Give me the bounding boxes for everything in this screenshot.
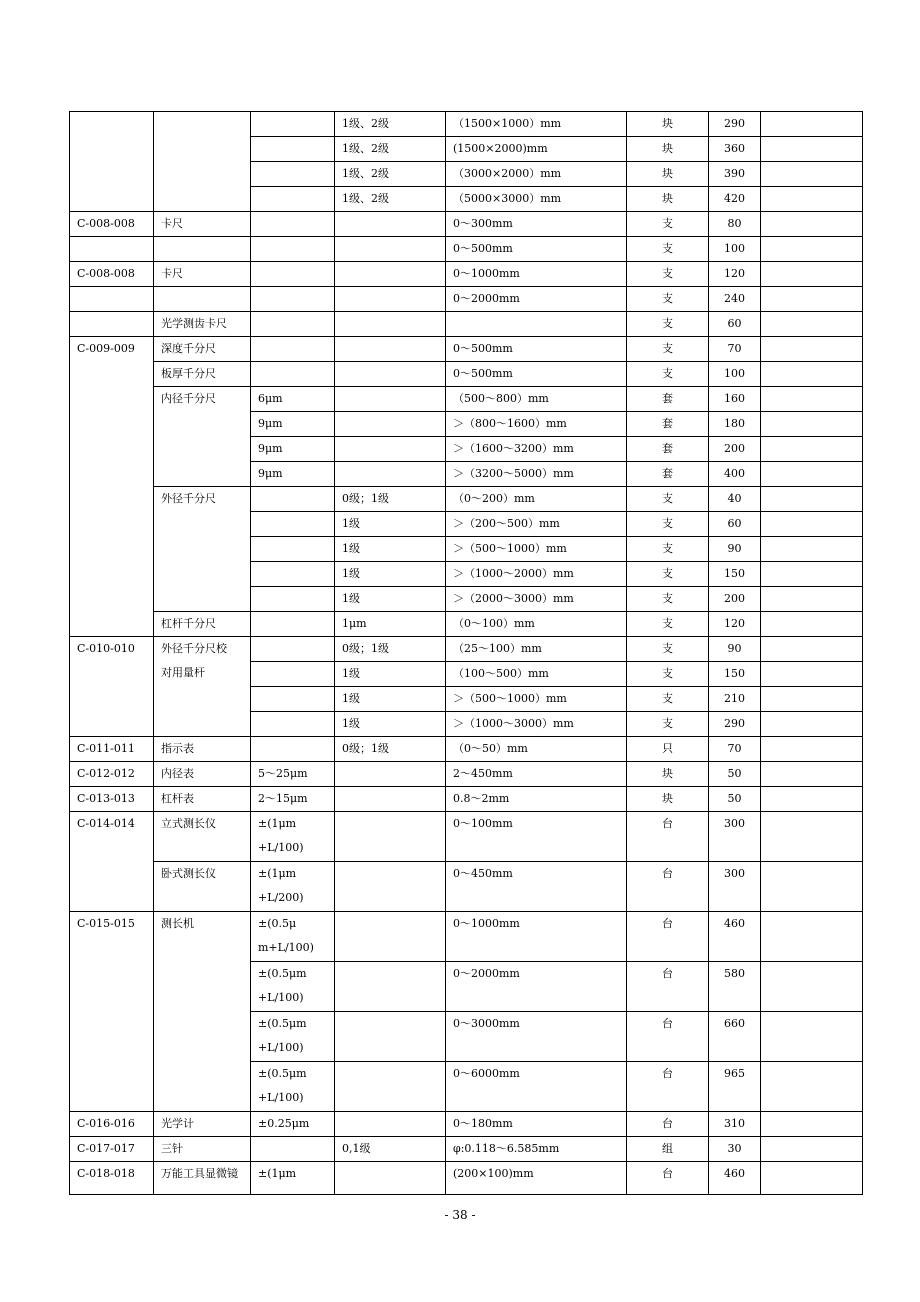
cell-unit: 块 — [627, 187, 709, 212]
cell-range: 0.8～2mm — [446, 787, 627, 812]
cell-name: 板厚千分尺 — [154, 362, 251, 387]
cell-unit: 组 — [627, 1137, 709, 1162]
cell-range: ＞（1000～2000）mm — [446, 562, 627, 587]
cell-code: C-009-009 — [70, 337, 154, 637]
cell-grade — [335, 312, 446, 337]
cell-price: 290 — [709, 712, 761, 737]
table-row — [70, 612, 863, 637]
cell-uncertainty — [251, 237, 335, 262]
cell-range: 0～450mm — [446, 862, 627, 912]
cell-grade — [335, 1112, 446, 1137]
cell-range: 0～2000mm — [446, 287, 627, 312]
cell-remark — [761, 387, 863, 412]
cell-unit: 套 — [627, 462, 709, 487]
cell-remark — [761, 112, 863, 137]
cell-uncertainty — [251, 737, 335, 762]
cell-grade — [335, 412, 446, 437]
table-row — [70, 387, 863, 412]
cell-code: C-016-016 — [70, 1112, 154, 1137]
cell-remark — [761, 862, 863, 912]
cell-price: 300 — [709, 862, 761, 912]
cell-remark — [761, 787, 863, 812]
cell-price: 210 — [709, 687, 761, 712]
cell-unit: 套 — [627, 437, 709, 462]
cell-name: 指示表 — [154, 737, 251, 762]
table-row — [70, 237, 863, 262]
cell-unit: 支 — [627, 512, 709, 537]
cell-unit: 块 — [627, 137, 709, 162]
cell-name: 内径千分尺 — [154, 387, 251, 487]
cell-code: C-017-017 — [70, 1137, 154, 1162]
cell-range: φ:0.118～6.585mm — [446, 1137, 627, 1162]
cell-unit: 套 — [627, 387, 709, 412]
cell-remark — [761, 1012, 863, 1062]
cell-unit: 台 — [627, 862, 709, 912]
cell-price: 50 — [709, 787, 761, 812]
cell-name: 外径千分尺校 对用量杆 — [154, 637, 251, 737]
cell-uncertainty: ±(1μm — [251, 1162, 335, 1195]
cell-remark — [761, 262, 863, 287]
cell-price: 390 — [709, 162, 761, 187]
cell-name: 光学测齿卡尺 — [154, 312, 251, 337]
cell-grade — [335, 337, 446, 362]
cell-uncertainty: 6μm — [251, 387, 335, 412]
cell-grade — [335, 387, 446, 412]
cell-price: 965 — [709, 1062, 761, 1112]
cell-uncertainty: ±(1μm +L/100) — [251, 812, 335, 862]
cell-grade — [335, 262, 446, 287]
cell-unit: 块 — [627, 762, 709, 787]
table-row — [70, 787, 863, 812]
cell-unit: 块 — [627, 787, 709, 812]
cell-uncertainty: 9μm — [251, 462, 335, 487]
cell-unit: 支 — [627, 362, 709, 387]
cell-price: 160 — [709, 387, 761, 412]
cell-grade — [335, 287, 446, 312]
cell-code: C-014-014 — [70, 812, 154, 912]
cell-unit: 块 — [627, 112, 709, 137]
cell-unit: 支 — [627, 662, 709, 687]
cell-uncertainty — [251, 112, 335, 137]
cell-name: 万能工具显微镜 — [154, 1162, 251, 1195]
table-row — [70, 487, 863, 512]
cell-price: 100 — [709, 362, 761, 387]
cell-uncertainty: ±0.25μm — [251, 1112, 335, 1137]
cell-unit: 支 — [627, 212, 709, 237]
cell-grade: 1μm — [335, 612, 446, 637]
table-row — [70, 212, 863, 237]
cell-name: 三针 — [154, 1137, 251, 1162]
cell-grade — [335, 812, 446, 862]
price-table — [69, 111, 863, 1195]
cell-price: 40 — [709, 487, 761, 512]
cell-name — [154, 287, 251, 312]
cell-code: C-018-018 — [70, 1162, 154, 1195]
cell-grade — [335, 437, 446, 462]
cell-name — [154, 112, 251, 212]
cell-remark — [761, 537, 863, 562]
cell-unit: 台 — [627, 1162, 709, 1195]
cell-remark — [761, 762, 863, 787]
cell-grade — [335, 787, 446, 812]
cell-grade — [335, 1062, 446, 1112]
cell-remark — [761, 712, 863, 737]
cell-uncertainty — [251, 137, 335, 162]
cell-grade: 0级；1级 — [335, 737, 446, 762]
cell-remark — [761, 137, 863, 162]
cell-uncertainty — [251, 337, 335, 362]
cell-grade: 1级 — [335, 587, 446, 612]
cell-uncertainty — [251, 712, 335, 737]
cell-range: （25～100）mm — [446, 637, 627, 662]
table-row — [70, 112, 863, 137]
cell-name: 外径千分尺 — [154, 487, 251, 612]
cell-range: (200×100)mm — [446, 1162, 627, 1195]
cell-range: （1500×1000）mm — [446, 112, 627, 137]
table-row — [70, 737, 863, 762]
table-row — [70, 812, 863, 862]
cell-range: ＞（500～1000）mm — [446, 537, 627, 562]
cell-range: （0～100）mm — [446, 612, 627, 637]
cell-unit: 支 — [627, 262, 709, 287]
table-body — [70, 112, 863, 1195]
cell-remark — [761, 562, 863, 587]
cell-price: 460 — [709, 1162, 761, 1195]
cell-grade — [335, 1012, 446, 1062]
cell-name: 卡尺 — [154, 212, 251, 237]
cell-remark — [761, 187, 863, 212]
cell-price: 150 — [709, 662, 761, 687]
table-row — [70, 287, 863, 312]
cell-code — [70, 237, 154, 262]
table-row — [70, 912, 863, 962]
cell-code: C-012-012 — [70, 762, 154, 787]
cell-range: ＞（800～1600）mm — [446, 412, 627, 437]
cell-grade — [335, 1162, 446, 1195]
cell-price: 30 — [709, 1137, 761, 1162]
cell-price: 660 — [709, 1012, 761, 1062]
cell-grade — [335, 237, 446, 262]
cell-uncertainty — [251, 487, 335, 512]
cell-range: （3000×2000）mm — [446, 162, 627, 187]
cell-range: 0～2000mm — [446, 962, 627, 1012]
cell-price: 460 — [709, 912, 761, 962]
cell-remark — [761, 687, 863, 712]
table-row — [70, 1112, 863, 1137]
table-row — [70, 637, 863, 662]
cell-uncertainty — [251, 637, 335, 662]
cell-grade: 0级；1级 — [335, 637, 446, 662]
cell-code: C-010-010 — [70, 637, 154, 737]
cell-range: ＞（3200～5000）mm — [446, 462, 627, 487]
cell-price: 60 — [709, 512, 761, 537]
cell-grade: 1级、2级 — [335, 137, 446, 162]
cell-grade — [335, 362, 446, 387]
cell-range: ＞（1600～3200）mm — [446, 437, 627, 462]
cell-code — [70, 287, 154, 312]
page-number: - 38 - — [444, 1208, 476, 1222]
cell-code: C-011-011 — [70, 737, 154, 762]
cell-price: 100 — [709, 237, 761, 262]
cell-price: 240 — [709, 287, 761, 312]
cell-unit: 支 — [627, 587, 709, 612]
cell-price: 180 — [709, 412, 761, 437]
cell-price: 290 — [709, 112, 761, 137]
cell-range: ＞（500～1000）mm — [446, 687, 627, 712]
cell-uncertainty: 9μm — [251, 437, 335, 462]
cell-remark — [761, 512, 863, 537]
cell-range: （5000×3000）mm — [446, 187, 627, 212]
cell-remark — [761, 237, 863, 262]
cell-remark — [761, 962, 863, 1012]
cell-range: ＞（2000～3000）mm — [446, 587, 627, 612]
cell-price: 50 — [709, 762, 761, 787]
cell-price: 420 — [709, 187, 761, 212]
cell-price: 200 — [709, 437, 761, 462]
cell-grade — [335, 862, 446, 912]
cell-range: 0～1000mm — [446, 912, 627, 962]
cell-remark — [761, 812, 863, 862]
cell-unit: 台 — [627, 912, 709, 962]
cell-price: 300 — [709, 812, 761, 862]
cell-range: （500～800）mm — [446, 387, 627, 412]
cell-unit: 支 — [627, 712, 709, 737]
cell-uncertainty — [251, 512, 335, 537]
table-row — [70, 337, 863, 362]
cell-name: 卧式测长仪 — [154, 862, 251, 912]
cell-price: 360 — [709, 137, 761, 162]
cell-grade: 1级、2级 — [335, 187, 446, 212]
table-row — [70, 762, 863, 787]
cell-grade — [335, 912, 446, 962]
cell-price: 580 — [709, 962, 761, 1012]
cell-uncertainty: 9μm — [251, 412, 335, 437]
cell-unit: 台 — [627, 1012, 709, 1062]
cell-remark — [761, 912, 863, 962]
cell-unit: 套 — [627, 412, 709, 437]
cell-range: 0～500mm — [446, 237, 627, 262]
cell-grade: 0,1级 — [335, 1137, 446, 1162]
cell-price: 90 — [709, 537, 761, 562]
cell-grade: 1级 — [335, 662, 446, 687]
cell-grade: 0级；1级 — [335, 487, 446, 512]
cell-name: 立式测长仪 — [154, 812, 251, 862]
cell-uncertainty — [251, 187, 335, 212]
cell-grade — [335, 212, 446, 237]
cell-grade: 1级 — [335, 512, 446, 537]
cell-price: 70 — [709, 737, 761, 762]
cell-range: （0～200）mm — [446, 487, 627, 512]
cell-grade — [335, 762, 446, 787]
cell-name: 深度千分尺 — [154, 337, 251, 362]
cell-uncertainty: ±(0.5μm +L/100) — [251, 962, 335, 1012]
cell-unit: 支 — [627, 637, 709, 662]
cell-unit: 支 — [627, 537, 709, 562]
cell-uncertainty — [251, 262, 335, 287]
cell-range: (1500×2000)mm — [446, 137, 627, 162]
table-row — [70, 362, 863, 387]
cell-grade — [335, 462, 446, 487]
cell-uncertainty: ±(0.5μm +L/100) — [251, 1062, 335, 1112]
cell-range: 0～3000mm — [446, 1012, 627, 1062]
cell-price: 310 — [709, 1112, 761, 1137]
cell-uncertainty — [251, 1137, 335, 1162]
cell-remark — [761, 162, 863, 187]
cell-remark — [761, 212, 863, 237]
cell-uncertainty — [251, 312, 335, 337]
cell-unit: 只 — [627, 737, 709, 762]
cell-grade: 1级、2级 — [335, 162, 446, 187]
cell-remark — [761, 412, 863, 437]
cell-range: 0～100mm — [446, 812, 627, 862]
cell-unit: 支 — [627, 562, 709, 587]
cell-uncertainty — [251, 287, 335, 312]
cell-remark — [761, 1137, 863, 1162]
cell-code — [70, 112, 154, 212]
cell-grade: 1级、2级 — [335, 112, 446, 137]
cell-uncertainty: 2～15μm — [251, 787, 335, 812]
cell-range: ＞（1000～3000）mm — [446, 712, 627, 737]
cell-uncertainty — [251, 212, 335, 237]
cell-range: 0～500mm — [446, 337, 627, 362]
cell-uncertainty — [251, 362, 335, 387]
cell-remark — [761, 487, 863, 512]
table-row — [70, 1162, 863, 1195]
cell-price: 400 — [709, 462, 761, 487]
cell-remark — [761, 587, 863, 612]
cell-uncertainty — [251, 162, 335, 187]
cell-price: 120 — [709, 612, 761, 637]
cell-name: 测长机 — [154, 912, 251, 1112]
cell-uncertainty — [251, 612, 335, 637]
table-row — [70, 262, 863, 287]
cell-uncertainty: ±(0.5μ m+L/100) — [251, 912, 335, 962]
cell-remark — [761, 1112, 863, 1137]
cell-remark — [761, 737, 863, 762]
cell-price: 200 — [709, 587, 761, 612]
cell-uncertainty: ±(0.5μm +L/100) — [251, 1012, 335, 1062]
cell-unit: 块 — [627, 162, 709, 187]
cell-grade — [335, 962, 446, 1012]
cell-uncertainty — [251, 537, 335, 562]
cell-remark — [761, 437, 863, 462]
cell-remark — [761, 1162, 863, 1195]
cell-name — [154, 237, 251, 262]
cell-grade: 1级 — [335, 537, 446, 562]
cell-unit: 台 — [627, 1062, 709, 1112]
cell-code: C-013-013 — [70, 787, 154, 812]
cell-range: 0～1000mm — [446, 262, 627, 287]
cell-name: 光学计 — [154, 1112, 251, 1137]
cell-grade: 1级 — [335, 712, 446, 737]
cell-range: 0～180mm — [446, 1112, 627, 1137]
cell-range: 0～500mm — [446, 362, 627, 387]
cell-unit: 台 — [627, 1112, 709, 1137]
cell-uncertainty: 5～25μm — [251, 762, 335, 787]
cell-uncertainty — [251, 587, 335, 612]
cell-price: 90 — [709, 637, 761, 662]
cell-uncertainty — [251, 687, 335, 712]
cell-remark — [761, 1062, 863, 1112]
cell-code: C-008-008 — [70, 262, 154, 287]
cell-grade: 1级 — [335, 687, 446, 712]
cell-unit: 支 — [627, 312, 709, 337]
cell-remark — [761, 337, 863, 362]
cell-range — [446, 312, 627, 337]
cell-range: 0～6000mm — [446, 1062, 627, 1112]
cell-unit: 台 — [627, 962, 709, 1012]
cell-unit: 支 — [627, 337, 709, 362]
cell-remark — [761, 462, 863, 487]
cell-uncertainty — [251, 662, 335, 687]
cell-grade: 1级 — [335, 562, 446, 587]
cell-price: 80 — [709, 212, 761, 237]
cell-name: 杠杆千分尺 — [154, 612, 251, 637]
table-row — [70, 312, 863, 337]
cell-code — [70, 312, 154, 337]
cell-remark — [761, 362, 863, 387]
cell-remark — [761, 312, 863, 337]
cell-price: 60 — [709, 312, 761, 337]
cell-price: 120 — [709, 262, 761, 287]
cell-unit: 支 — [627, 237, 709, 262]
cell-unit: 台 — [627, 812, 709, 862]
cell-price: 70 — [709, 337, 761, 362]
cell-name: 内径表 — [154, 762, 251, 787]
cell-name: 杠杆表 — [154, 787, 251, 812]
cell-code: C-008-008 — [70, 212, 154, 237]
table-row — [70, 862, 863, 912]
cell-range: 2～450mm — [446, 762, 627, 787]
cell-range: ＞（200～500）mm — [446, 512, 627, 537]
cell-range: （0～50）mm — [446, 737, 627, 762]
cell-name: 卡尺 — [154, 262, 251, 287]
cell-range: （100～500）mm — [446, 662, 627, 687]
cell-uncertainty: ±(1μm +L/200) — [251, 862, 335, 912]
table-row — [70, 1137, 863, 1162]
cell-remark — [761, 637, 863, 662]
cell-remark — [761, 612, 863, 637]
cell-unit: 支 — [627, 612, 709, 637]
cell-remark — [761, 662, 863, 687]
cell-code: C-015-015 — [70, 912, 154, 1112]
cell-uncertainty — [251, 562, 335, 587]
cell-unit: 支 — [627, 487, 709, 512]
cell-price: 150 — [709, 562, 761, 587]
cell-remark — [761, 287, 863, 312]
cell-unit: 支 — [627, 687, 709, 712]
cell-range: 0～300mm — [446, 212, 627, 237]
cell-unit: 支 — [627, 287, 709, 312]
